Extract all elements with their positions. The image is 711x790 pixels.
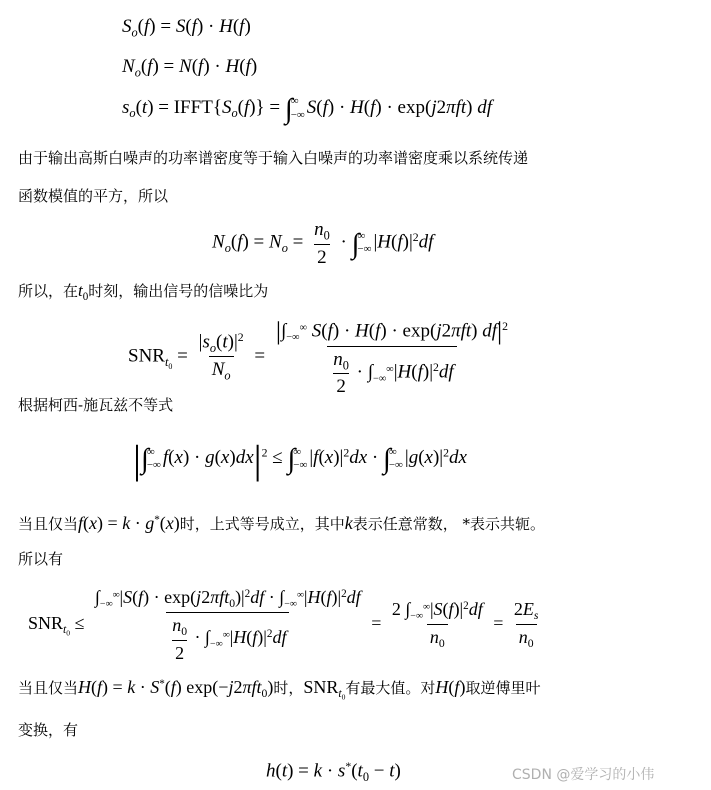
paragraph-4-pre: 当且仅当: [18, 515, 79, 533]
paragraph-6-mid: 时，: [273, 679, 304, 697]
snr-label-3: SNR: [303, 677, 339, 697]
paragraph-2: 所以，在$t_0$时刻，输出信号的信噪比为: [18, 281, 269, 303]
paragraph-1b: 函数模值的平方，所以: [18, 187, 169, 205]
equation-snr: $SNR_{t_0}$ = $\frac{|s_o(t)|^2}{N_o}$ = $|\int_{-\infty}^\infty$ S(f) · H(f) · exp(j2πft) $df|^2$ $\frac{n_0}{2}$ · $\int_{-\infty}^\infty|H(f)|^2df$: [128, 316, 509, 398]
paragraph-1: 由于输出高斯白噪声的功率谱密度等于输入白噪声的功率谱密度乘以系统传递: [18, 149, 529, 167]
exp-label-4: exp: [186, 677, 213, 697]
equation-impulse-response: $h(t) = k \cdot s^*(t_0 - t)$: [266, 760, 401, 784]
equation-so: $S_o(f) = S(f) \cdot H(f)$: [122, 16, 251, 40]
exp-label-1: exp: [397, 96, 425, 118]
exp-label-2: exp: [402, 320, 430, 342]
paragraph-6-mid2: 有最大值。对: [345, 679, 436, 697]
paragraph-4: 当且仅当f(x) = k · g*(x)时，上式等号成立，其中k表示任意常数， *表示共轭。: [18, 513, 546, 533]
equation-snr-bound: $SNR_{t_0}$ ≤ $\int_{-\infty}^\infty|S(f) \cdot \exp(j2\pi ft_0)|^2df \cdot \int_{-\infty}^\infty|H(f)|^2df$ $\frac{n_0}{2}$ · $\int_{-\infty}^\infty|H(f)|^2df$ = $\frac{2 \int_{-\infty}^\infty|S(f)|^2df}{n_0}$ = $\frac{2E_s}{n_0}$: [28, 587, 539, 663]
paragraph-5: 所以有: [18, 550, 64, 568]
paragraph-4-post: 时，上式等号成立，其中: [179, 515, 345, 533]
paragraph-2-pre: 所以，在: [18, 282, 79, 300]
paragraph-2-post: 时刻，输出信号的信噪比为: [88, 282, 269, 300]
exp-label-3: exp: [164, 587, 191, 607]
equation-no: $N_o(f) = N(f) \cdot H(f)$: [122, 56, 258, 80]
paragraph-3: 根据柯西-施瓦兹不等式: [18, 396, 174, 414]
paragraph-6: 当且仅当H(f) = k · S*(f) exp(−j2πft$_0$)时，$SNR_{t_0}$有最大值。对H(f)取逆傅里叶: [18, 677, 541, 702]
ifft-label: IFFT: [173, 96, 213, 118]
paragraph-4-post2: 表示任意常数， *表示共轭。: [352, 515, 546, 533]
paragraph-6-post: 取逆傅里叶: [465, 679, 541, 697]
equation-noise-density: $N_o(f) = N_o$ = $\frac{n_0}{2}$ · ∫ ∞ −∞ $|H(f)|^2df$: [212, 219, 434, 268]
equation-cauchy-schwarz: |∫ ∞ −∞ $f(x) \cdot g(x)dx|^2$ ≤ ∫ ∞ −∞ $|f(x)|^2dx$ · ∫ ∞ −∞ $|g(x)|^2dx$: [133, 437, 467, 482]
csdn-watermark: CSDN @爱学习的小伟: [512, 767, 655, 783]
snr-label-1: SNR: [128, 345, 165, 367]
paragraph-6b: 变换，有: [18, 721, 79, 739]
snr-label-2: SNR: [28, 612, 64, 633]
equation-ifft: $s_o(t)$ = $IFFT\{S_o(f)\}$ = ∫ ∞ −∞ S(f) · H(f) · exp(j2πft) df: [122, 94, 493, 125]
paragraph-6-pre: 当且仅当: [18, 679, 79, 697]
